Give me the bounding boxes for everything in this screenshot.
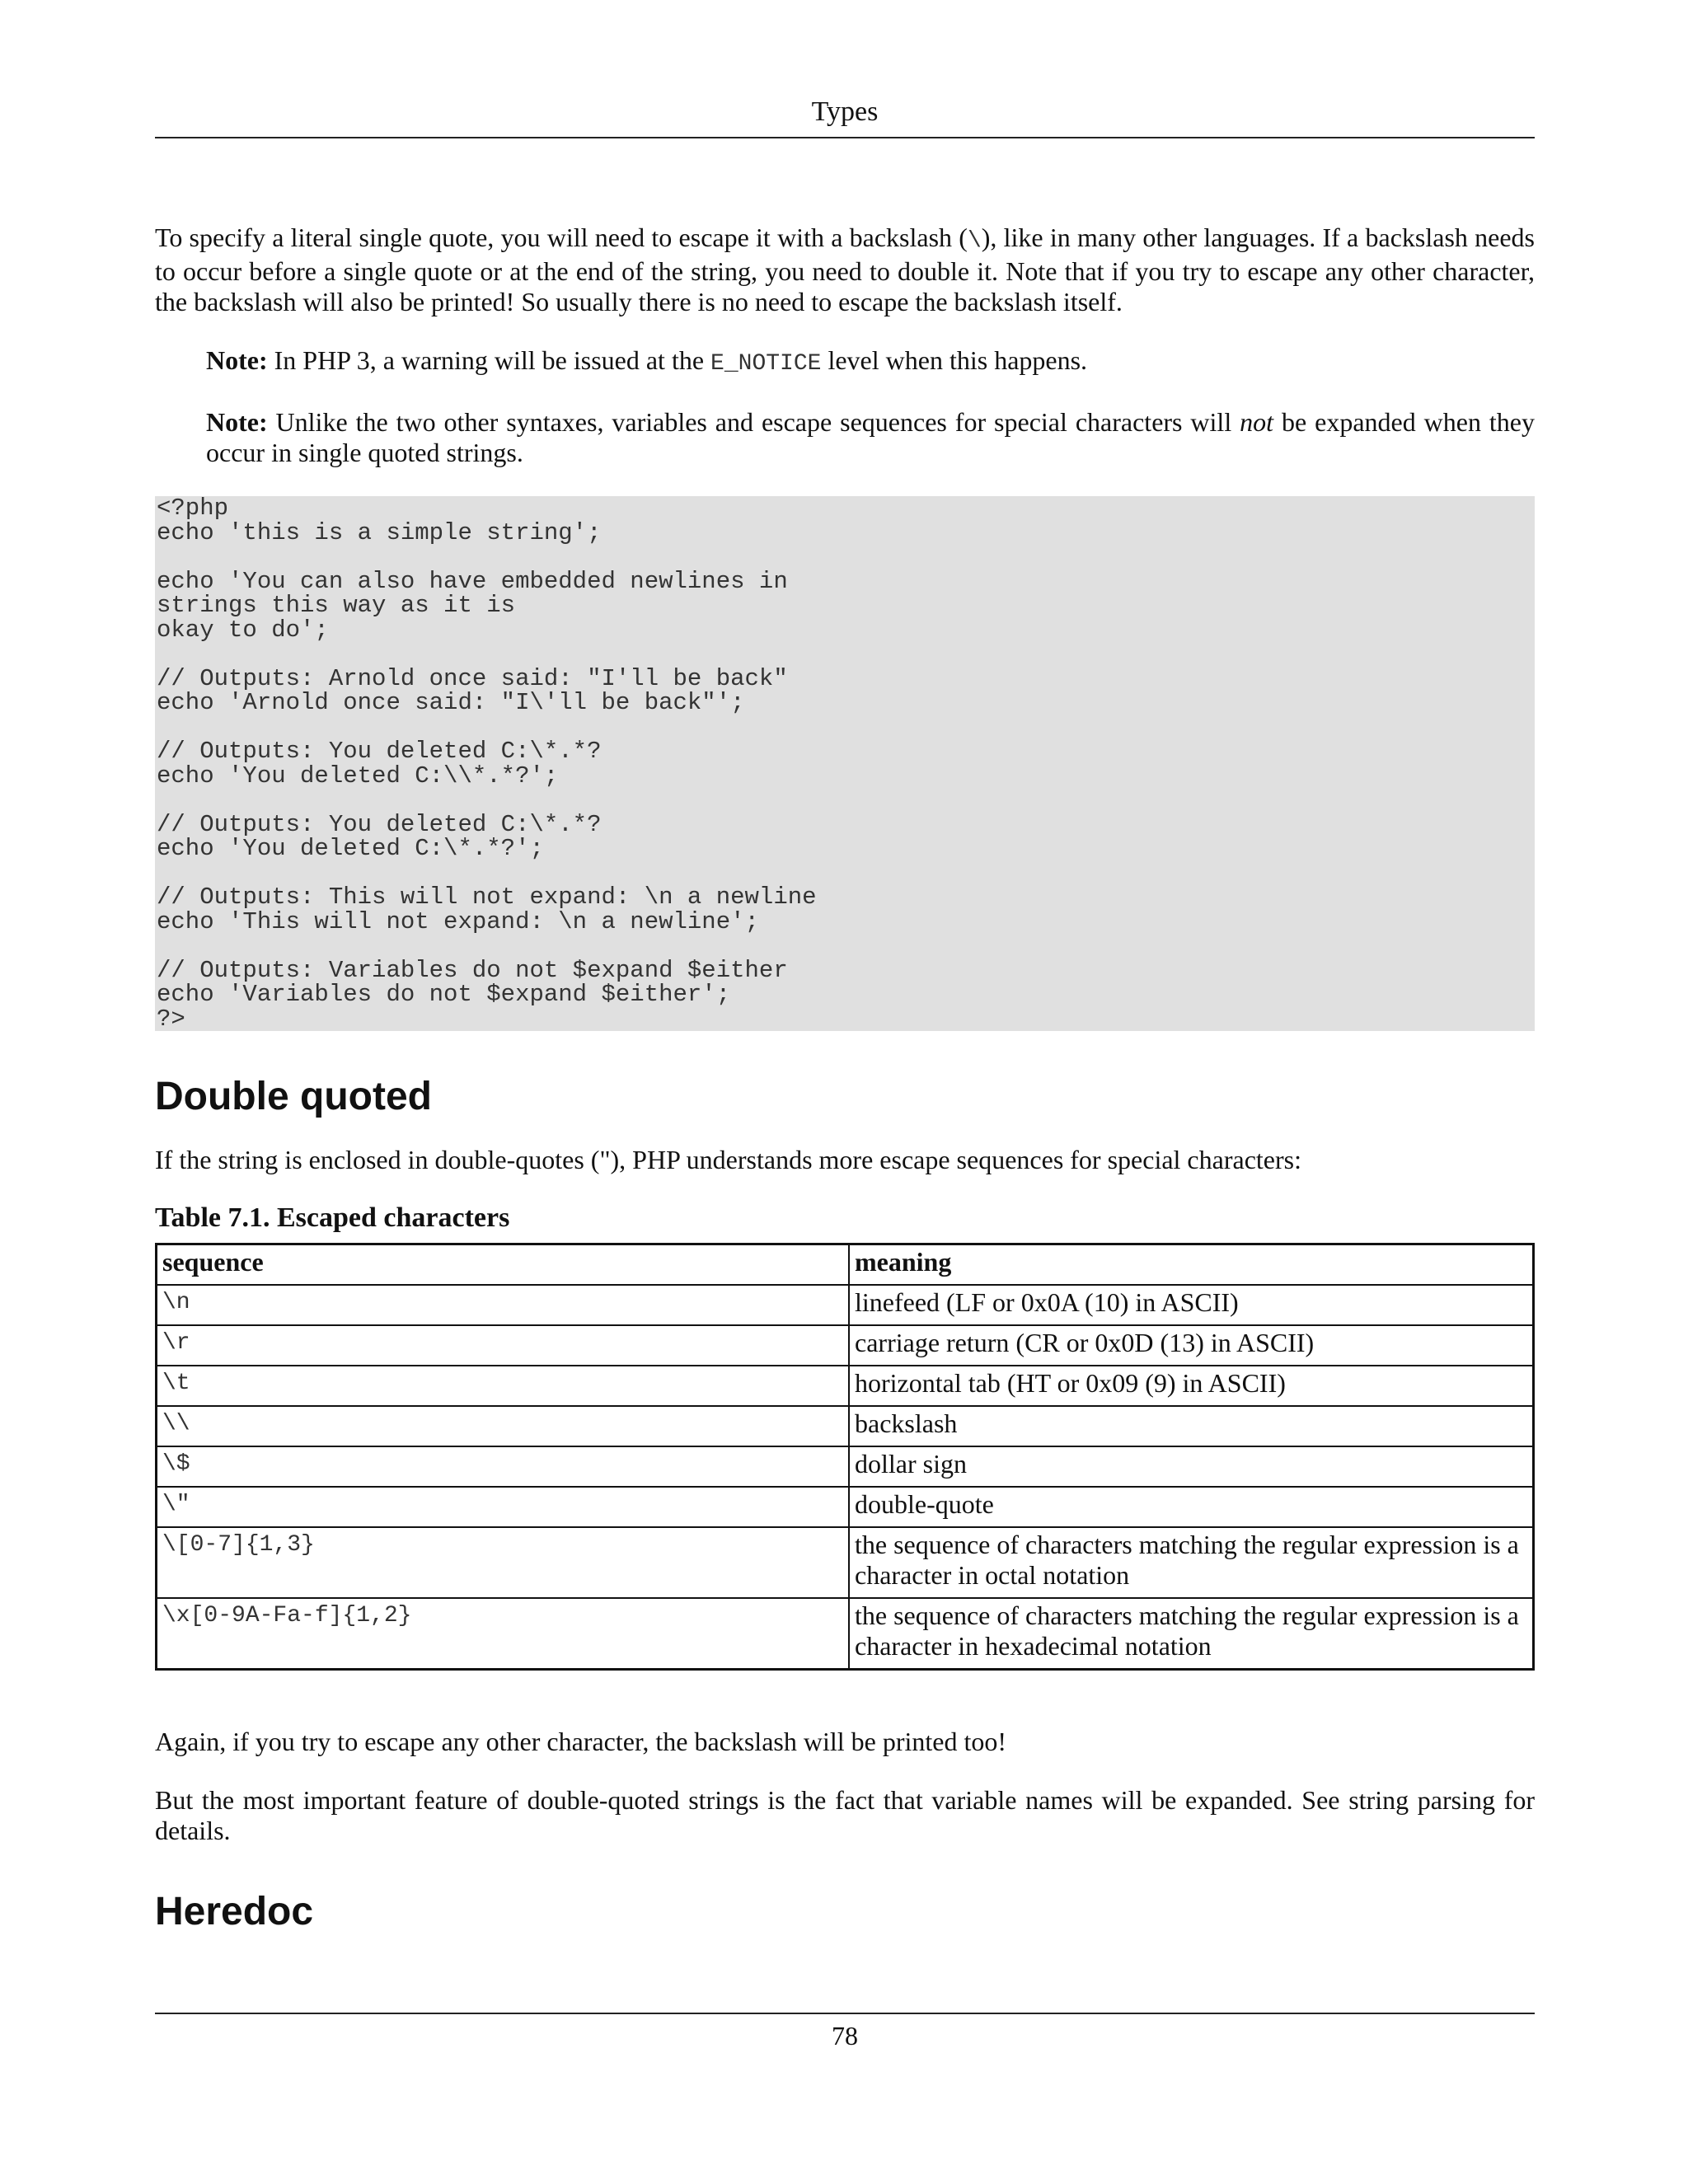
note-php3-warning: [206, 345, 1535, 379]
table-row: [157, 1285, 1534, 1325]
section-heading-double-quoted: Double quoted: [155, 1075, 432, 1118]
column-header-sequence: sequence: [157, 1244, 850, 1286]
note-text-2: level when this happens.: [821, 345, 1088, 375]
running-header: Types: [811, 96, 879, 127]
intro-text-1: To specify a literal single quote, you will need to escape it with a backslash (: [155, 223, 968, 252]
intro-paragraph: [155, 223, 1535, 317]
page-content: [155, 223, 1535, 1960]
sequence-cell: \x[0-9A-Fa-f]{1,2}: [157, 1598, 850, 1670]
table-row: [157, 1446, 1534, 1487]
sequence-cell: \\: [157, 1406, 850, 1446]
section-heading-heredoc: Heredoc: [155, 1890, 314, 1933]
table-row: [157, 1527, 1534, 1598]
note-label: Note:: [206, 407, 268, 437]
e-notice-code: E_NOTICE: [710, 351, 822, 377]
table-row: [157, 1406, 1534, 1446]
footer-rule: [155, 2013, 1535, 2014]
table-row: [157, 1325, 1534, 1366]
meaning-cell: double-quote: [849, 1487, 1534, 1527]
intro-text-2: ), like in many other languages. If a backslash needs to occur before a single quote or at the end of the string, you need to double it. Note that if you try to escape any other character, the backslash will also be printed! So usually there is no need to escape the backslash itself.: [155, 223, 1536, 316]
meaning-cell: dollar sign: [849, 1446, 1534, 1487]
note-emphasis: not: [1240, 407, 1274, 437]
note-text-1: In PHP 3, a warning will be issued at the: [267, 345, 711, 375]
sequence-cell: \": [157, 1487, 850, 1527]
table-row: [157, 1366, 1534, 1406]
sequence-cell: \n: [157, 1285, 850, 1325]
table-header-row: [157, 1244, 1534, 1286]
table-caption: Table 7.1. Escaped characters: [155, 1202, 510, 1233]
double-quoted-intro: If the string is enclosed in double-quotes ("), PHP understands more escape sequences for special characters:: [155, 1145, 1301, 1174]
paragraph-variable-expansion: But the most important feature of double-quoted strings is the fact that variable names will be expanded. See string parsing for details.: [155, 1785, 1535, 1845]
meaning-cell: horizontal tab (HT or 0x09 (9) in ASCII): [849, 1366, 1534, 1406]
meaning-cell: the sequence of characters matching the regular expression is a character in hexadecimal notation: [849, 1598, 1534, 1670]
header-rule: [155, 137, 1535, 138]
column-header-meaning: meaning: [849, 1244, 1534, 1286]
escaped-characters-table: [155, 1243, 1535, 1671]
meaning-cell: carriage return (CR or 0x0D (13) in ASCII): [849, 1325, 1534, 1366]
table-row: [157, 1487, 1534, 1527]
page-number: 78: [832, 2021, 858, 2050]
code-example: <?php echo 'this is a simple string'; echo 'You can also have embedded newlines in strings this way as it is okay to do'; // Outputs: Arnold once said: "I'll be back" echo 'Arnold once said: "I\'ll be back"'; // Outputs: You deleted C:\*.*? echo 'You deleted C:\\*.*?'; // Outputs: You deleted C:\*.*? echo 'You deleted C:\*.*?'; // Outputs: This will not expand: \n a newline echo 'This will not expand: \n a newline'; // Outputs: Variables do not $expand $either echo 'Variables do not $expand $either'; ?>: [155, 496, 1535, 1031]
note-label: Note:: [206, 345, 268, 375]
backslash-code: \: [967, 228, 982, 254]
paragraph-escape-other: Again, if you try to escape any other character, the backslash will be printed too!: [155, 1727, 1007, 1756]
sequence-cell: \t: [157, 1366, 850, 1406]
note-text-2: be expanded when they occur in single quoted strings.: [206, 407, 1536, 467]
meaning-cell: the sequence of characters matching the regular expression is a character in octal notation: [849, 1527, 1534, 1598]
sequence-cell: \[0-7]{1,3}: [157, 1527, 850, 1598]
note-text-1: Unlike the two other syntaxes, variables and escape sequences for special characters will: [267, 407, 1240, 437]
table-row: [157, 1598, 1534, 1670]
meaning-cell: linefeed (LF or 0x0A (10) in ASCII): [849, 1285, 1534, 1325]
note-single-quoted: [206, 407, 1535, 468]
sequence-cell: \r: [157, 1325, 850, 1366]
meaning-cell: backslash: [849, 1406, 1534, 1446]
sequence-cell: \$: [157, 1446, 850, 1487]
